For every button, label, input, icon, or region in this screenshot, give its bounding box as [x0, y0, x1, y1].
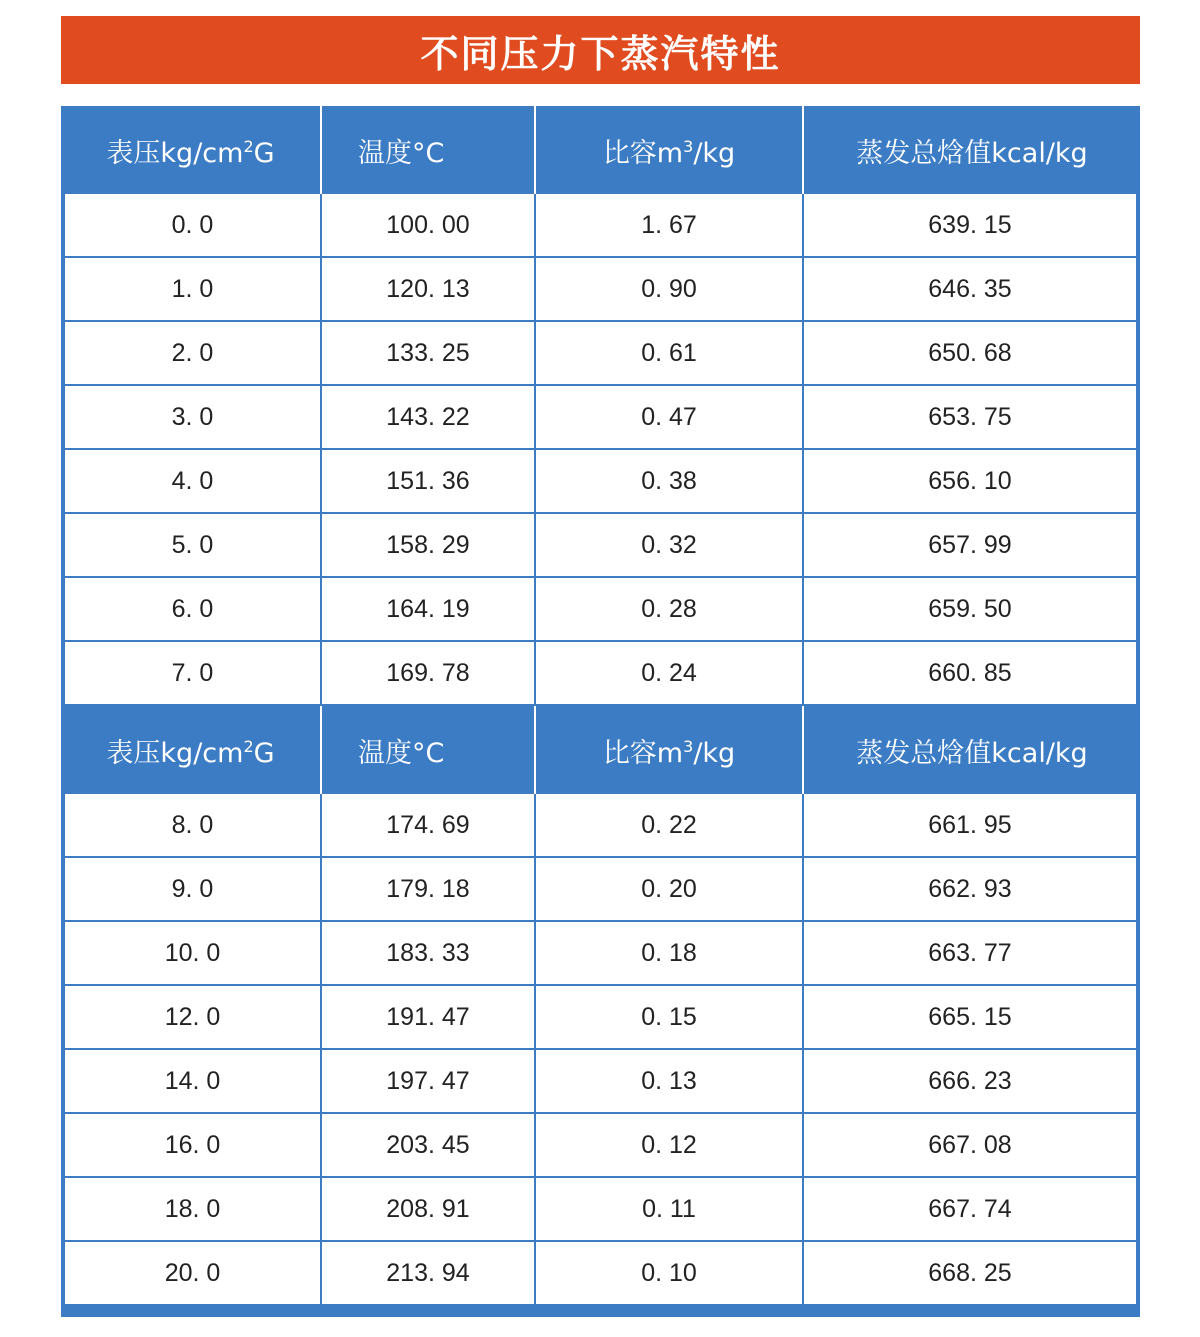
cell-temperature: 191. 47	[320, 986, 534, 1050]
cell-pressure: 3. 0	[61, 386, 320, 450]
cell-temperature: 133. 25	[320, 322, 534, 386]
cell-enthalpy: 659. 50	[802, 578, 1140, 642]
steam-table-container	[61, 106, 1140, 1317]
header-temperature: 温度°C	[320, 706, 534, 794]
cell-enthalpy: 646. 35	[802, 258, 1140, 322]
cell-volume: 0. 47	[534, 386, 802, 450]
steam-properties-table	[61, 106, 1140, 1308]
cell-enthalpy: 662. 93	[802, 858, 1140, 922]
table-row	[61, 450, 1140, 514]
header-volume: 比容$m^3/kg$	[534, 106, 802, 194]
cell-enthalpy: 639. 15	[802, 194, 1140, 258]
cell-temperature: 100. 00	[320, 194, 534, 258]
cell-temperature: 174. 69	[320, 794, 534, 858]
cell-volume: 0. 18	[534, 922, 802, 986]
cell-temperature: 213. 94	[320, 1242, 534, 1308]
table-row	[61, 1242, 1140, 1308]
table-row	[61, 794, 1140, 858]
cell-volume: 0. 28	[534, 578, 802, 642]
cell-temperature: 203. 45	[320, 1114, 534, 1178]
cell-pressure: 4. 0	[61, 450, 320, 514]
header-temperature: 温度°C	[320, 106, 534, 194]
header-row	[61, 706, 1140, 794]
cell-volume: 0. 12	[534, 1114, 802, 1178]
cell-enthalpy: 663. 77	[802, 922, 1140, 986]
cell-volume: 0. 38	[534, 450, 802, 514]
cell-volume: 1. 67	[534, 194, 802, 258]
cell-volume: 0. 61	[534, 322, 802, 386]
cell-enthalpy: 665. 15	[802, 986, 1140, 1050]
table-row	[61, 386, 1140, 450]
cell-volume: 0. 15	[534, 986, 802, 1050]
cell-enthalpy: 653. 75	[802, 386, 1140, 450]
table-row	[61, 1050, 1140, 1114]
cell-temperature: 120. 13	[320, 258, 534, 322]
cell-pressure: 6. 0	[61, 578, 320, 642]
cell-pressure: 2. 0	[61, 322, 320, 386]
cell-pressure: 10. 0	[61, 922, 320, 986]
table-body	[61, 106, 1140, 1308]
cell-pressure: 14. 0	[61, 1050, 320, 1114]
table-row	[61, 642, 1140, 706]
cell-enthalpy: 668. 25	[802, 1242, 1140, 1308]
table-row	[61, 258, 1140, 322]
page-title: 不同压力下蒸汽特性	[420, 31, 781, 76]
header-enthalpy: 蒸发总焓值kcal/kg	[802, 106, 1140, 194]
cell-volume: 0. 11	[534, 1178, 802, 1242]
table-row	[61, 322, 1140, 386]
header-row	[61, 106, 1140, 194]
header-pressure: 表压$kg/cm^2G$	[61, 706, 320, 794]
cell-temperature: 179. 18	[320, 858, 534, 922]
cell-temperature: 197. 47	[320, 1050, 534, 1114]
table-row	[61, 858, 1140, 922]
table-row	[61, 514, 1140, 578]
header-volume: 比容$m^3/kg$	[534, 706, 802, 794]
cell-pressure: 7. 0	[61, 642, 320, 706]
cell-volume: 0. 13	[534, 1050, 802, 1114]
cell-enthalpy: 666. 23	[802, 1050, 1140, 1114]
header-enthalpy: 蒸发总焓值kcal/kg	[802, 706, 1140, 794]
cell-pressure: 20. 0	[61, 1242, 320, 1308]
title-bar	[61, 16, 1140, 84]
cell-temperature: 143. 22	[320, 386, 534, 450]
cell-pressure: 5. 0	[61, 514, 320, 578]
cell-volume: 0. 10	[534, 1242, 802, 1308]
cell-enthalpy: 656. 10	[802, 450, 1140, 514]
cell-volume: 0. 24	[534, 642, 802, 706]
cell-pressure: 0. 0	[61, 194, 320, 258]
cell-volume: 0. 32	[534, 514, 802, 578]
cell-pressure: 1. 0	[61, 258, 320, 322]
cell-enthalpy: 667. 74	[802, 1178, 1140, 1242]
cell-temperature: 208. 91	[320, 1178, 534, 1242]
cell-enthalpy: 657. 99	[802, 514, 1140, 578]
table-row	[61, 194, 1140, 258]
table-row	[61, 578, 1140, 642]
cell-volume: 0. 90	[534, 258, 802, 322]
header-pressure: 表压$kg/cm^2G$	[61, 106, 320, 194]
cell-temperature: 158. 29	[320, 514, 534, 578]
table-row	[61, 1114, 1140, 1178]
cell-pressure: 16. 0	[61, 1114, 320, 1178]
cell-enthalpy: 667. 08	[802, 1114, 1140, 1178]
cell-temperature: 169. 78	[320, 642, 534, 706]
table-row	[61, 986, 1140, 1050]
cell-pressure: 9. 0	[61, 858, 320, 922]
cell-volume: 0. 22	[534, 794, 802, 858]
table-row	[61, 922, 1140, 986]
table-row	[61, 1178, 1140, 1242]
cell-enthalpy: 660. 85	[802, 642, 1140, 706]
cell-temperature: 183. 33	[320, 922, 534, 986]
cell-pressure: 8. 0	[61, 794, 320, 858]
cell-pressure: 12. 0	[61, 986, 320, 1050]
cell-enthalpy: 661. 95	[802, 794, 1140, 858]
cell-pressure: 18. 0	[61, 1178, 320, 1242]
cell-temperature: 151. 36	[320, 450, 534, 514]
cell-temperature: 164. 19	[320, 578, 534, 642]
cell-enthalpy: 650. 68	[802, 322, 1140, 386]
cell-volume: 0. 20	[534, 858, 802, 922]
